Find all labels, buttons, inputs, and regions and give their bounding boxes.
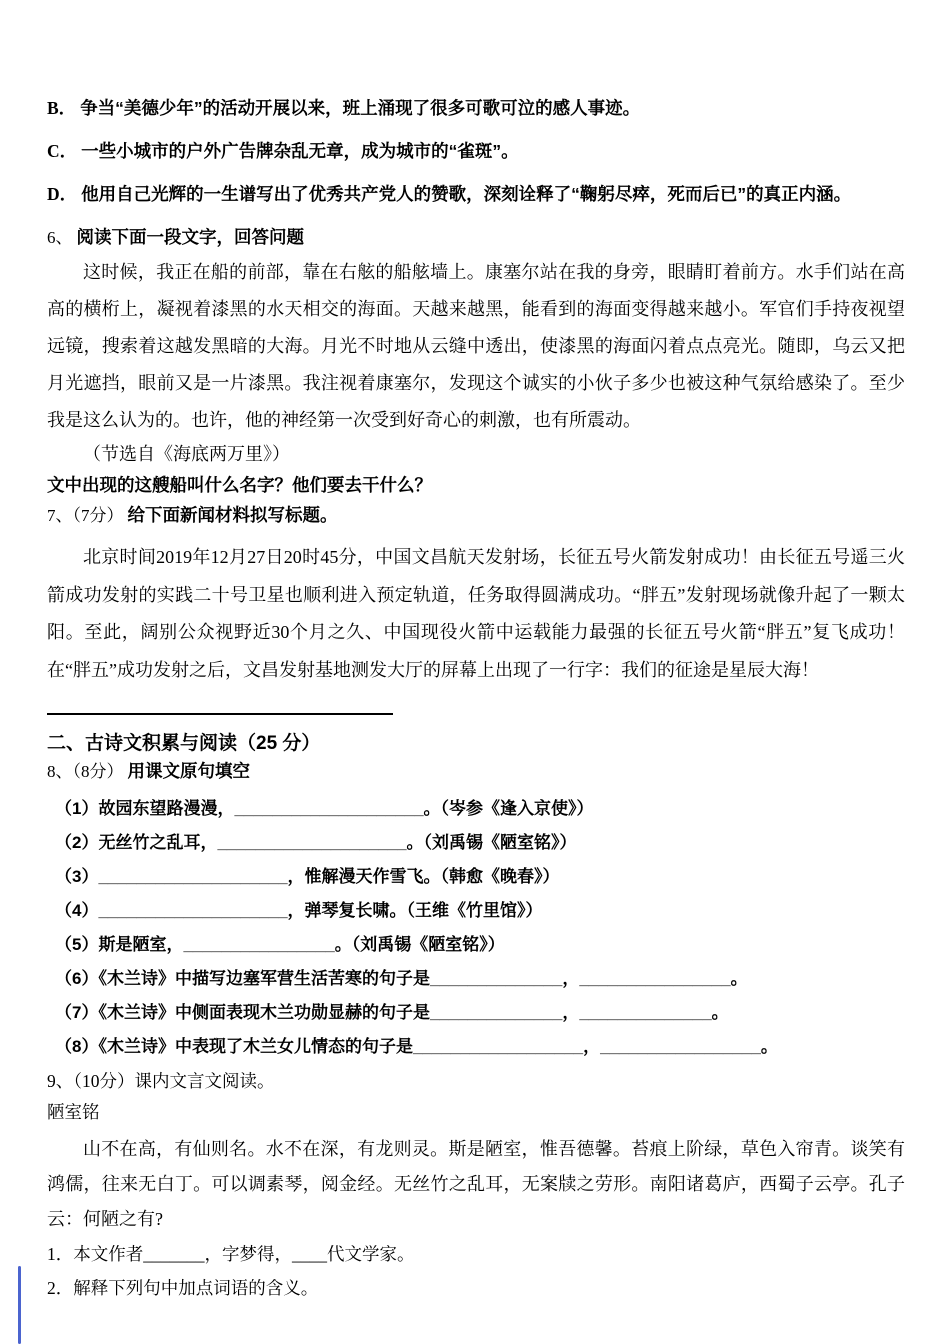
question-9-passage: 山不在高，有仙则名。水不在深，有龙则灵。斯是陋室，惟吾德馨。苔痕上阶绿，草色入帘青。谈笑有鸿儒，往来无白丁。可以调素琴，阅金经。无丝竹之乱耳，无案牍之劳形。南阳诸葛庐，西蜀子云亭。孔子云：何陋之有? [47,1139,905,1229]
choice-option-c-label: C． [47,141,78,161]
fill-blank-item-5: （5）斯是陋室，________________。（刘禹锡《陋室铭》） [55,935,505,954]
question-6-heading [47,225,905,250]
question-9-sub-1: 1．本文作者_______，字梦得，____代文学家。 [47,1244,415,1264]
question-8-number: 8、（8分） [47,762,124,781]
question-8-title: 用课文原句填空 [127,761,250,781]
choice-option-b-text: 争当“美德少年”的活动开展以来，班上涌现了很多可歌可泣的感人事迹。 [80,98,641,118]
blue-stroke-artifact [18,1266,21,1344]
question-6-prompt: 文中出现的这艘船叫什么名字？他们要去干什么？ [47,475,432,495]
fill-blank-item-8: （8）《木兰诗》中表现了木兰女儿情态的句子是__________________，_________________。 [55,1037,778,1056]
question-6-source: （节选自《海底两万里》） [83,444,290,464]
choice-option-b [47,96,905,120]
fill-blank-item-2: （2）无丝竹之乱耳，____________________。（刘禹锡《陋室铭》） [55,833,577,852]
question-9-sub-2: 2．解释下列句中加点词语的含义。 [47,1278,319,1298]
question-7-number: 7、（7分） [47,506,124,525]
choice-option-d [47,182,905,206]
question-8-heading [47,758,905,785]
fill-blank-item-7: （7）《木兰诗》中侧面表现木兰功勋显赫的句子是______________，______________。 [55,1003,729,1022]
choice-option-b-label: B． [47,98,77,118]
question-6-title: 阅读下面一段文字，回答问题 [76,227,304,247]
question-8-items [47,792,905,1064]
fill-blank-item-1: （1）故园东望路漫漫，____________________。（岑参《逢入京使》） [55,799,594,818]
fill-blank-item-6: （6）《木兰诗》中描写边塞军营生活苦寒的句子是______________，________________。 [55,969,748,988]
choice-option-c [47,139,905,163]
question-7-title: 给下面新闻材料拟写标题。 [127,505,338,525]
question-7-heading [47,500,905,531]
question-6-number: 6、 [47,228,73,247]
question-9-heading: 9、（10分）课内文言文阅读。 [47,1071,275,1091]
section-2-title: 二、古诗文积累与阅读（25 分） [47,733,321,754]
question-6-passage: 这时候，我正在船的前部，靠在右舷的船舷墙上。康塞尔站在我的身旁，眼睛盯着前方。水手们站在高高的横桁上，凝视着漆黑的水天相交的海面。天越来越黑，能看到的海面变得越来越小。军官们手持夜视望远镜，搜索着这越发黑暗的大海。月光不时地从云缝中透出，使漆黑的海面闪着点点亮光。随即，乌云又把月光遮挡，眼前又是一片漆黑。我注视着康塞尔，发现这个诚实的小伙子多少也被这种气氛给感染了。至少我是这么认为的。也许，他的神经第一次受到好奇心的刺激，也有所震动。 [47,262,905,430]
passage-title-loushiming: 陋室铭 [47,1102,100,1122]
answer-blank-line [47,713,393,715]
choice-option-d-text: 他用自己光辉的一生谱写出了优秀共产党人的赞歌，深刻诠释了“鞠躬尽瘁，死而后已”的真正内涵。 [81,184,852,204]
fill-blank-item-4: （4）____________________，弹琴复长啸。（王维《竹里馆》） [55,901,543,920]
choice-option-c-text: 一些小城市的户外广告牌杂乱无章，成为城市的“雀斑”。 [81,141,519,161]
choice-option-d-label: D． [47,184,78,204]
question-7-passage: 北京时间2019年12月27日20时45分，中国文昌航天发射场，长征五号火箭发射成功！由长征五号遥三火箭成功发射的实践二十号卫星也顺利进入预定轨道，任务取得圆满成功。“胖五”发射现场就像升起了一颗太阳。至此，阔别公众视野近30个月之久、中国现役火箭中运载能力最强的长征五号火箭“胖五”复飞成功！在“胖五”成功发射之后，文昌发射基地测发大厅的屏幕上出现了一行字：我们的征途是星辰大海！ [47,547,905,680]
fill-blank-item-3: （3）____________________，惟解漫天作雪飞。（韩愈《晚春》） [55,867,560,886]
